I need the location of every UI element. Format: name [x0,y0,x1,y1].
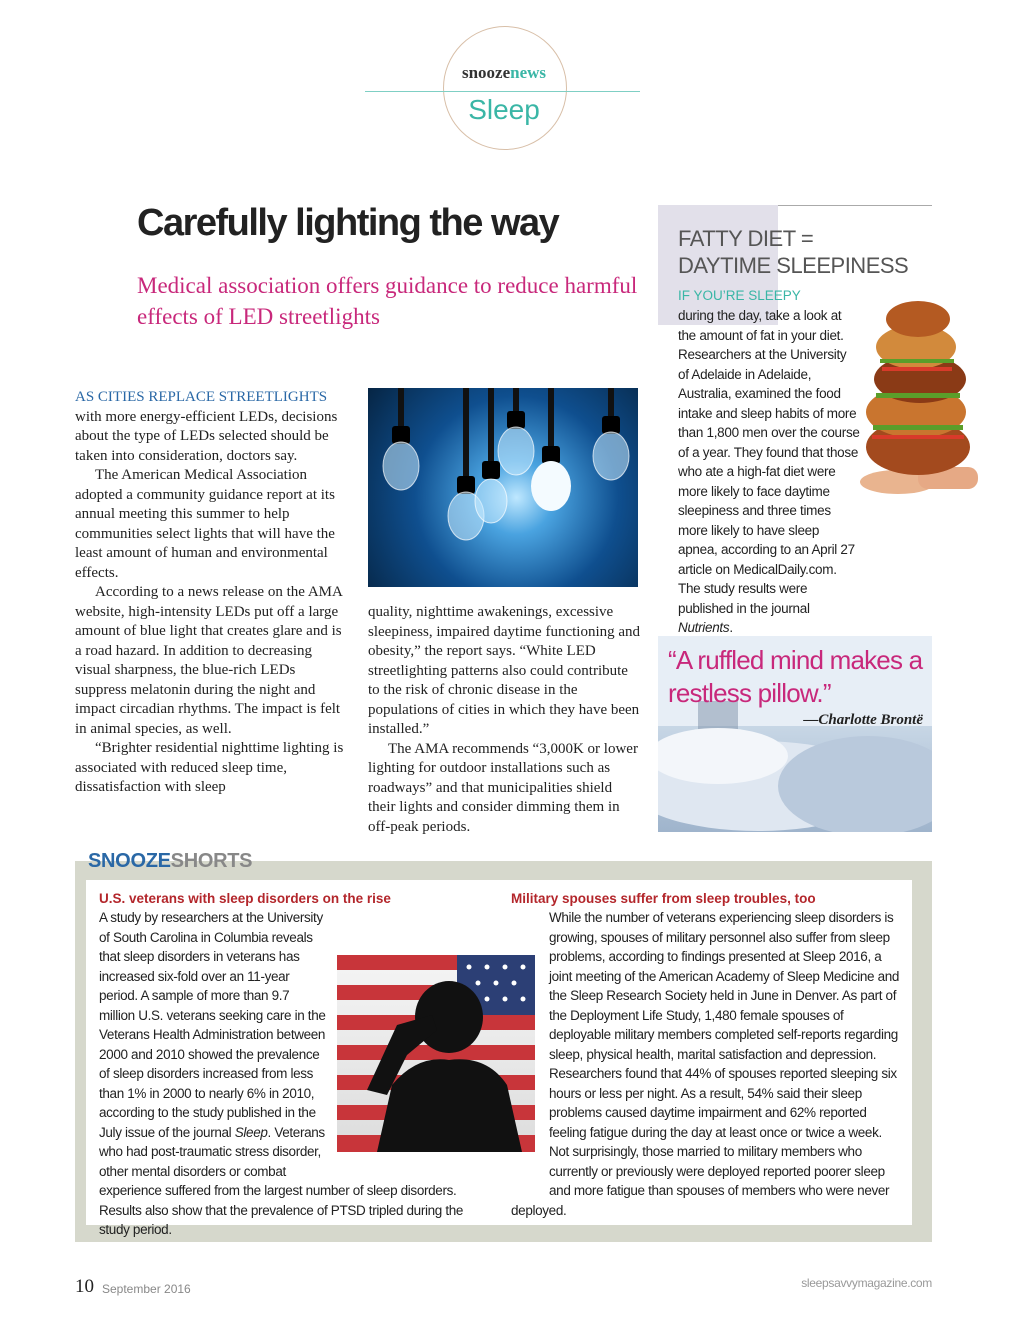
short-1-journal: Sleep [234,1124,268,1140]
short-1-heading: U.S. veterans with sleep disorders on the rise [99,891,391,906]
food-stack-photo [858,297,978,497]
short-2-text: While the number of veterans experiencing sleep disorders is growing, spouses of military personnel also suffer from sleep problems, according to findings presented at Sleep 2016, a joint meeting of the American Academy of Sleep Medicine and the Sleep Research Society held in June in Denver. As part of the Deployment Life Study, 1,480 female spouses of deployable military members completed self-reports regarding sleep, physical health, marital satisfaction and depression. Researchers found that 44% of spouses reported sleeping six hours or less per night. As a result, 54% said their sleep problems caused daytime impairment and 62% reported feeling fatigue during the day at least once or twice a week. Not surprisingly, those married to military members who currently or previously were deployed reported poorer sleep and more fatigue than spouses of members who were never deployed. [511,910,900,1218]
food-stack-illustration [858,297,978,497]
short-2-heading: Military spouses suffer from sleep troubles, too [511,891,816,906]
sidebar-lead: IF YOU’RE SLEEPY [678,288,801,303]
brand-logo: snoozenews [461,63,547,82]
header-badge [443,26,567,150]
short-1-text: A study by researchers at the University of South Carolina in Columbia reveals that sleep disorders in veterans has increased six-fold over an 11-year period. A sample of more than 9.7 million U.S. veterans seeking care in the Veterans Health Administration between 2000 and 2010 showed the prevalence of sleep disorders increased from less than 1% in 2000 to nearly 6% in 2010, according to the study published in the July issue of the journal [99,910,326,1140]
shorts-label-a: SNOOZE [88,850,171,872]
issue-date: September 2016 [102,1282,191,1296]
shorts-label [88,850,252,873]
lightbulbs-photo [368,388,638,587]
page-number: 10 [75,1276,94,1297]
article-title: Carefully lighting the way [137,202,559,244]
sidebar-rule [778,205,932,206]
sidebar-body-text: during the day, take a look at the amount of fat in your diet. Researchers at the University of Adelaide in Adelaide, Australia, examined the food intake and sleep habits of more than 1,800 men over the course of a year. They found that those who ate a high-fat diet were more likely to face daytime sleepiness and three times more likely to have sleep apnea, according to an April 27 article on MedicalDaily.com. The study results were published in the journal [678,308,860,616]
lightbulbs-illustration [368,388,638,587]
sidebar-heading [678,225,938,279]
article-column-2 [368,603,643,837]
section-title: Sleep [468,94,540,125]
article-paragraph: The American Medical Association adopted a community guidance report at its annual meeting this summer to help communities select lights that will have the least amount of human and environmental effects. [75,467,335,581]
site-url: sleepsavvymagazine.com [801,1276,932,1290]
article-paragraph: quality, nighttime awakenings, excessive sleepiness, impaired daytime functioning and obesity,” the report says. “White LED streetlighting patterns also could contribute to the risk of chronic disease in the populations of cities in which they have been installed.” [368,604,641,737]
article-column-1 [75,388,350,797]
article-paragraph: “Brighter residential nighttime lighting is associated with reduced sleep time, dissatisfaction with sleep [75,740,344,795]
sidebar-heading-line: DAYTIME SLEEPINESS [678,253,909,278]
shorts-label-b: SHORTS [170,850,253,872]
article-paragraph: with more energy-efficient LEDs, decisions about the type of LEDs selected should be taken into consideration, doctors say. [75,408,338,464]
article-subtitle: Medical association offers guidance to reduce harmful effects of LED streetlights [137,273,638,329]
short-2-body [511,908,903,1220]
flag-soldier-illustration [337,955,535,1152]
sidebar-end: . [729,620,733,635]
article-paragraph: According to a news release on the AMA website, high-intensity LEDs put off a large amount of blue light that creates glare and is a road hazard. In addition to decreasing visual sharpness, the blue-rich LEDs suppress melatonin during the night and impact circadian rhythms. The impact is felt in animal species, as well. [75,584,343,737]
quote-text: “A ruffled mind makes a restless pillow.” [668,645,923,708]
header-rule [365,91,640,92]
article-paragraph: The AMA recommends “3,000K or lower lighting for outdoor installations such as roadways” and that municipalities shield their lights and consider dimming them in off-peak periods. [368,740,638,835]
sidebar-heading-line: FATTY DIET = [678,226,814,251]
short-1-text-end: . Veterans who had post-traumatic stress disorder, other mental disorders or combat experience suffered from the largest number of sleep disorders. Results also show that the prevalence of PTSD tripled during the study period. [99,1124,464,1237]
sidebar-journal: Nutrients [678,620,730,635]
quote-attribution: —Charlotte Brontë [803,712,923,728]
article-lead-caps: AS CITIES REPLACE STREETLIGHTS [75,389,328,405]
soldier-salute-photo [337,955,535,1152]
